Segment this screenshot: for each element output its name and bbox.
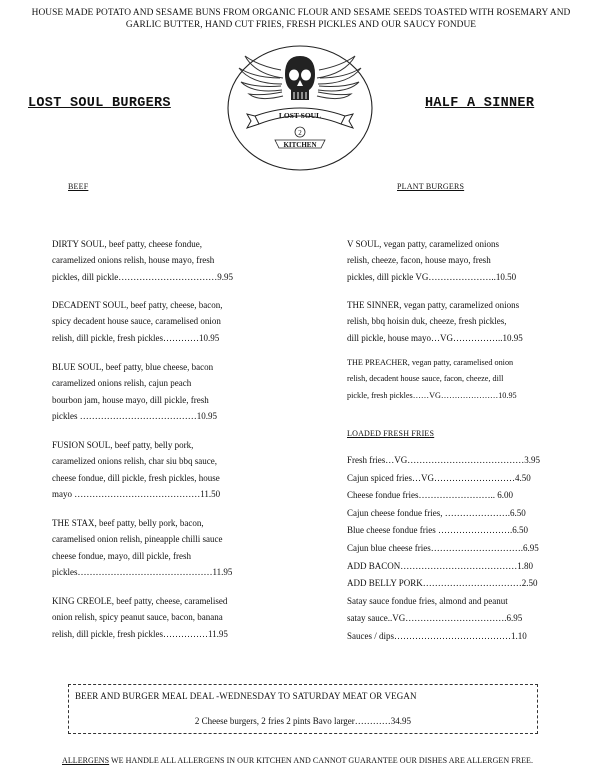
beef-burger-item-line: pickles, dill pickle……………………………9.95 [52,271,233,282]
beef-burger-item-line: spicy decadent house sauce, caramelised onion [52,316,221,327]
plant-burgers-heading: PLANT BURGERS [397,182,465,191]
fries-item: Cheese fondue fries…………………….. 6.00 [347,490,513,501]
beef-burger-item-line: relish, dill pickle, fresh pickles…………10.95 [52,332,220,343]
allergen-notice [62,756,533,765]
beef-burger-item-line: THE STAX, beef patty, belly pork, bacon, [52,518,204,528]
plant-burger-item-line: relish, bbq hoisin duk, cheeze, fresh pickles, [347,316,507,327]
meal-deal-title: BEER AND BURGER MEAL DEAL -WEDNESDAY TO SATURDAY MEAT OR VEGAN [75,691,417,701]
plant-burger-item-line: relish, decadent house sauce, facon, cheeze, dill [347,374,504,384]
beef-burger-item-line: relish, dill pickle, fresh pickles……………11.95 [52,628,228,639]
logo-banner-text: LOST SOUL [278,111,322,120]
beef-burger-item-line: caramelised onion relish, pineapple chilli sauce [52,534,223,545]
beef-burger-item [52,359,217,424]
plant-burger-item-line: relish, cheeze, facon, house mayo, fresh [347,255,491,266]
beef-burger-item-line: caramelized onions relish, char siu bbq sauce, [52,456,217,467]
fries-item: satay sauce..VG…………………………….6.95 [347,613,523,624]
beef-heading: BEEF [68,182,89,191]
right-section-title: HALF A SINNER [425,96,535,111]
fries-item: Cajun blue cheese fries………………………….6.95 [347,542,539,553]
meal-deal-box [68,684,538,734]
intro-text: HOUSE MADE POTATO AND SESAME BUNS FROM ORGANIC FLOUR AND SESAME SEEDS TOASTED WITH ROSEMARY AND GARLIC BUTTER, HAND CUT FRIES, FRESH PICKLES AND OUR SAUCY FONDUE [31,8,571,30]
plant-burger-item-line: pickle, fresh pickles……VG…………………10.95 [347,390,517,400]
beef-burger-item-line: onion relish, spicy peanut sauce, bacon, banana [52,612,223,623]
fries-item: Cajun cheese fondue fries, ………………….6.50 [347,507,526,518]
fries-item: Satay sauce fondue fries, almond and peanut [347,595,508,606]
beef-burger-item [52,437,220,502]
fries-item: Blue cheese fondue fries …………………….6.50 [347,525,528,536]
fries-item: ADD BACON…………………………………1.80 [347,560,534,571]
allergen-text: WE HANDLE ALL ALLERGENS IN OUR KITCHEN AND CANNOT GUARANTEE OUR DISHES ARE ALLERGEN FREE. [109,756,534,765]
plant-burger-item-line: pickles, dill pickle VG…………………..10.50 [347,271,517,282]
plant-burger-item-line: V SOUL, vegan patty, caramelized onions [347,239,499,249]
beef-burger-item-line: FUSION SOUL, beef patty, belly pork, [52,440,194,450]
beef-burger-item-line: bourbon jam, house mayo, dill pickle, fresh [52,394,209,405]
beef-burger-item-line: mayo ……………………………………11.50 [52,488,221,499]
beef-burger-item-line: pickles………………………………………11.95 [52,566,233,577]
lost-soul-kitchen-logo [225,44,375,174]
plant-burger-item-line: dill pickle, house mayo…VG……………..10.95 [347,332,523,343]
beef-burger-item-line: pickles …………………………………10.95 [52,410,217,421]
logo-kitchen-text: KITCHEN [283,141,317,149]
beef-burger-item-line: DIRTY SOUL, beef patty, cheese fondue, [52,239,202,249]
beef-burger-item [52,297,222,346]
fries-list [347,452,552,646]
fries-item: Sauces / dips…………………………………1.10 [347,630,527,641]
fries-item: Fresh fries…VG…………………………………3.95 [347,455,540,465]
logo-mark: 2 [298,129,302,137]
beef-burger-item-line: cheese fondue, dill pickle, fresh pickles, house [52,472,220,483]
beef-burger-item-line: BLUE SOUL, beef patty, blue cheese, bacon [52,362,214,372]
beef-burger-item-line: KING CREOLE, beef patty, cheese, caramelised [52,596,228,606]
plant-burger-item [347,297,523,346]
beef-burger-item [52,236,233,285]
allergen-label: ALLERGENS [62,756,110,765]
beef-burger-item-line: cheese fondue, mayo, dill pickle, fresh [52,550,191,561]
loaded-fries-heading: LOADED FRESH FRIES [347,429,435,438]
beef-burger-item-line: caramelized onions relish, house mayo, fresh [52,255,215,266]
plant-burger-item [347,355,517,404]
left-section-title: LOST SOUL BURGERS [28,96,171,111]
fries-item: ADD BELLY PORK……………………………2.50 [347,578,538,589]
plant-burger-item-line: THE SINNER, vegan patty, caramelized onions [347,300,520,310]
meal-deal-detail: 2 Cheese burgers, 2 fries 2 pints Bavo larger…………34.95 [194,716,412,726]
beef-burger-item [52,593,228,642]
plant-burger-item [347,236,516,285]
beef-burger-item [52,515,232,580]
fries-item: Cajun spiced fries…VG………………………4.50 [347,472,531,483]
beef-burger-item-line: caramelized onions relish, cajun peach [52,378,192,389]
plant-burger-item-line: THE PREACHER, vegan patty, caramelised onion [347,358,514,367]
beef-burger-item-line: DECADENT SOUL, beef patty, cheese, bacon, [52,300,223,310]
